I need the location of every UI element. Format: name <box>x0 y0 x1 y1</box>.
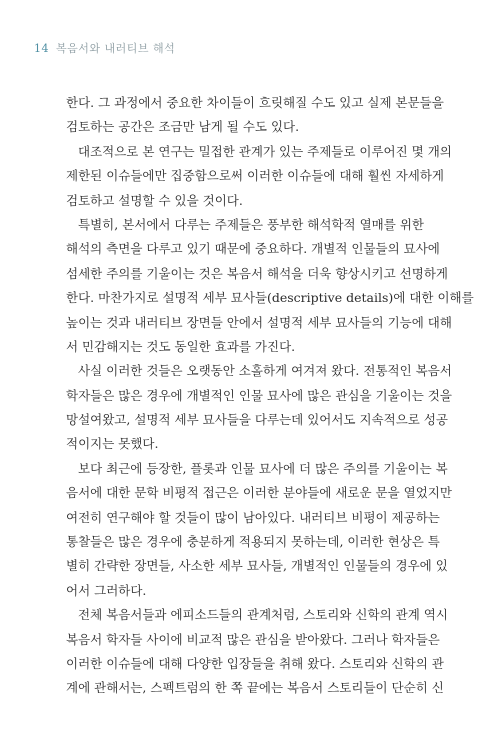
text-line: 높이는 것과 내러티브 장면들 안에서 설명적 세부 묘사들의 기능에 대해 <box>66 314 452 330</box>
text-line: 서 민감해지는 것도 동일한 효과를 가진다. <box>66 338 296 354</box>
text-line: 여전히 연구해야 할 것들이 많이 남아있다. 내러티브 비평이 제공하는 <box>66 509 440 525</box>
text-line: 음서에 대한 문학 비평적 접근은 이러한 분야들에 새로운 문을 열었지만 <box>66 485 452 501</box>
text-line: 대조적으로 본 연구는 밀접한 관계가 있는 주제들로 이루어진 몇 개의 <box>78 143 452 159</box>
text-line: 제한된 이슈들에만 집중함으로써 이러한 이슈들에 대해 훨씬 자세하게 <box>66 168 444 184</box>
text-line: 전체 복음서들과 에피소드들의 관계처럼, 스토리와 신학의 관계 역시 <box>78 607 448 623</box>
text-line: 어서 그러하다. <box>66 582 147 598</box>
body-text <box>66 91 474 701</box>
text-line: 학자들은 많은 경우에 개별적인 인물 묘사에 많은 관심을 기울이는 것을 <box>66 387 452 403</box>
text-line: 망설여왔고, 설명적 세부 묘사들을 다루는데 있어서도 지속적으로 성공 <box>66 412 448 428</box>
text-line: 사실 이러한 것들은 오랫동안 소홀하게 여겨져 왔다. 전통적인 복음서 <box>78 363 452 379</box>
text-line: 이러한 이슈들에 대해 다양한 입장들을 취해 왔다. 스토리와 신학의 관 <box>66 655 444 671</box>
text-line: 통찰들은 많은 경우에 충분하게 적용되지 못하는데, 이러한 현상은 특 <box>66 534 440 550</box>
text-line: 해석의 측면을 다루고 있기 때문에 중요하다. 개별적 인물들의 묘사에 <box>66 241 440 257</box>
text-line: 한다. 그 과정에서 중요한 차이들이 흐릿해질 수도 있고 실제 본문들을 <box>66 95 444 110</box>
running-head <box>34 40 175 56</box>
text-line: 별히 간략한 장면들, 사소한 세부 묘사들, 개별적인 인물들의 경우에 있 <box>66 558 448 574</box>
running-head-title: 복음서와 내러티브 해석 <box>56 42 176 55</box>
text-line: 한다. 마찬가지로 설명적 세부 묘사들(descriptive details)에 대한 이해를 <box>66 290 474 306</box>
text-line: 특별히, 본서에서 다루는 주제들은 풍부한 해석학적 열매를 위한 <box>78 216 424 232</box>
text-line: 검토하고 설명할 수 있을 것이다. <box>66 192 243 208</box>
page-number: 14 <box>34 42 49 55</box>
text-line: 복음서 학자들 사이에 비교적 많은 관심을 받아왔다. 그러나 학자들은 <box>66 631 440 647</box>
text-line: 계에 관해서는, 스펙트럼의 한 쪽 끝에는 복음서 스토리들이 단순히 신 <box>66 680 444 696</box>
text-line: 섬세한 주의를 기울이는 것은 복음서 해석을 더욱 향상시키고 선명하게 <box>66 265 448 281</box>
text-line: 적이지는 못했다. <box>66 436 159 452</box>
text-line: 검토하는 공간은 조금만 남게 될 수도 있다. <box>66 119 300 135</box>
text-line: 보다 최근에 등장한, 플롯과 인물 묘사에 더 많은 주의를 기울이는 복 <box>78 460 448 476</box>
